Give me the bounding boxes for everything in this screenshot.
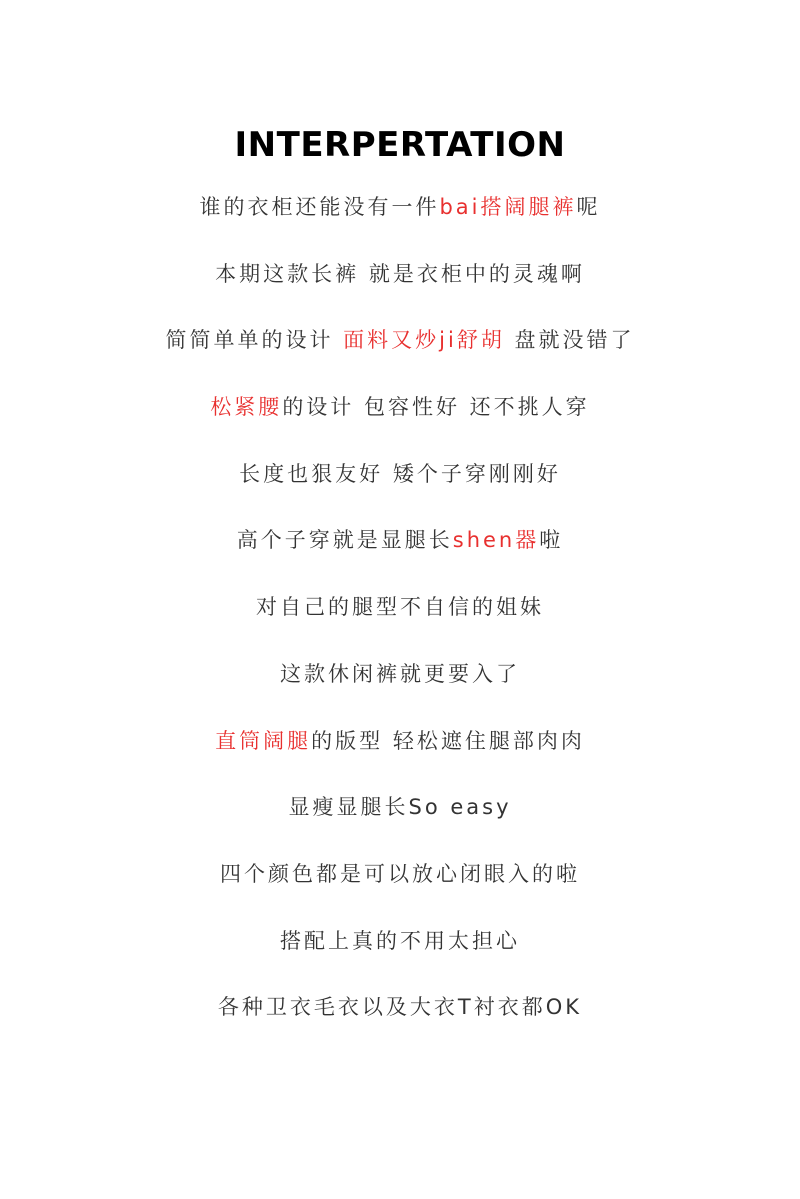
line-text: 盘就没错了	[504, 328, 635, 353]
line-text: 四个颜色都是可以放心闭眼入的啦	[220, 861, 580, 886]
highlighted-text: 面料又炒ji舒胡	[343, 328, 505, 353]
text-line	[0, 919, 800, 986]
text-line	[0, 719, 800, 786]
line-text: 的版型 轻松遮住腿部肉肉	[311, 728, 585, 753]
line-text: 这款休闲裤就更要入了	[280, 661, 520, 686]
highlighted-text: 直筒阔腿	[215, 728, 312, 753]
highlighted-text: 松紧腰	[210, 395, 283, 420]
highlighted-text: shen器	[452, 528, 540, 553]
line-text: 谁的衣柜还能没有一件	[199, 195, 440, 219]
text-lines	[0, 185, 800, 1052]
line-text: 呢	[576, 195, 601, 219]
text-line	[0, 785, 800, 852]
line-text: 高个子穿就是显腿长	[236, 528, 453, 553]
line-text: 各种卫衣毛衣以及大衣T衬衣都OK	[217, 995, 583, 1020]
text-line	[0, 452, 800, 519]
text-line	[0, 318, 800, 385]
line-text: 对自己的腿型不自信的姐妹	[256, 595, 544, 620]
line-text: 的设计 包容性好 还不挑人穿	[282, 395, 590, 420]
text-line	[0, 252, 800, 319]
text-line	[0, 585, 800, 652]
text-line	[0, 385, 800, 452]
line-text: 啦	[539, 528, 564, 553]
text-line	[0, 652, 800, 719]
line-text: 显瘦显腿长So easy	[288, 795, 512, 820]
highlighted-text: bai搭阔腿裤	[439, 195, 577, 219]
line-text: 搭配上真的不用太担心	[280, 928, 520, 953]
text-line	[0, 518, 800, 585]
text-line	[0, 852, 800, 919]
line-text: 长度也狠友好 矮个子穿刚刚好	[239, 461, 561, 486]
page-title: INTERPERTATION	[234, 124, 566, 165]
line-text: 简简单单的设计	[165, 328, 344, 353]
line-text: 本期这款长裤 就是衣柜中的灵魂啊	[215, 261, 585, 286]
text-line	[0, 185, 800, 252]
text-line	[0, 985, 800, 1052]
